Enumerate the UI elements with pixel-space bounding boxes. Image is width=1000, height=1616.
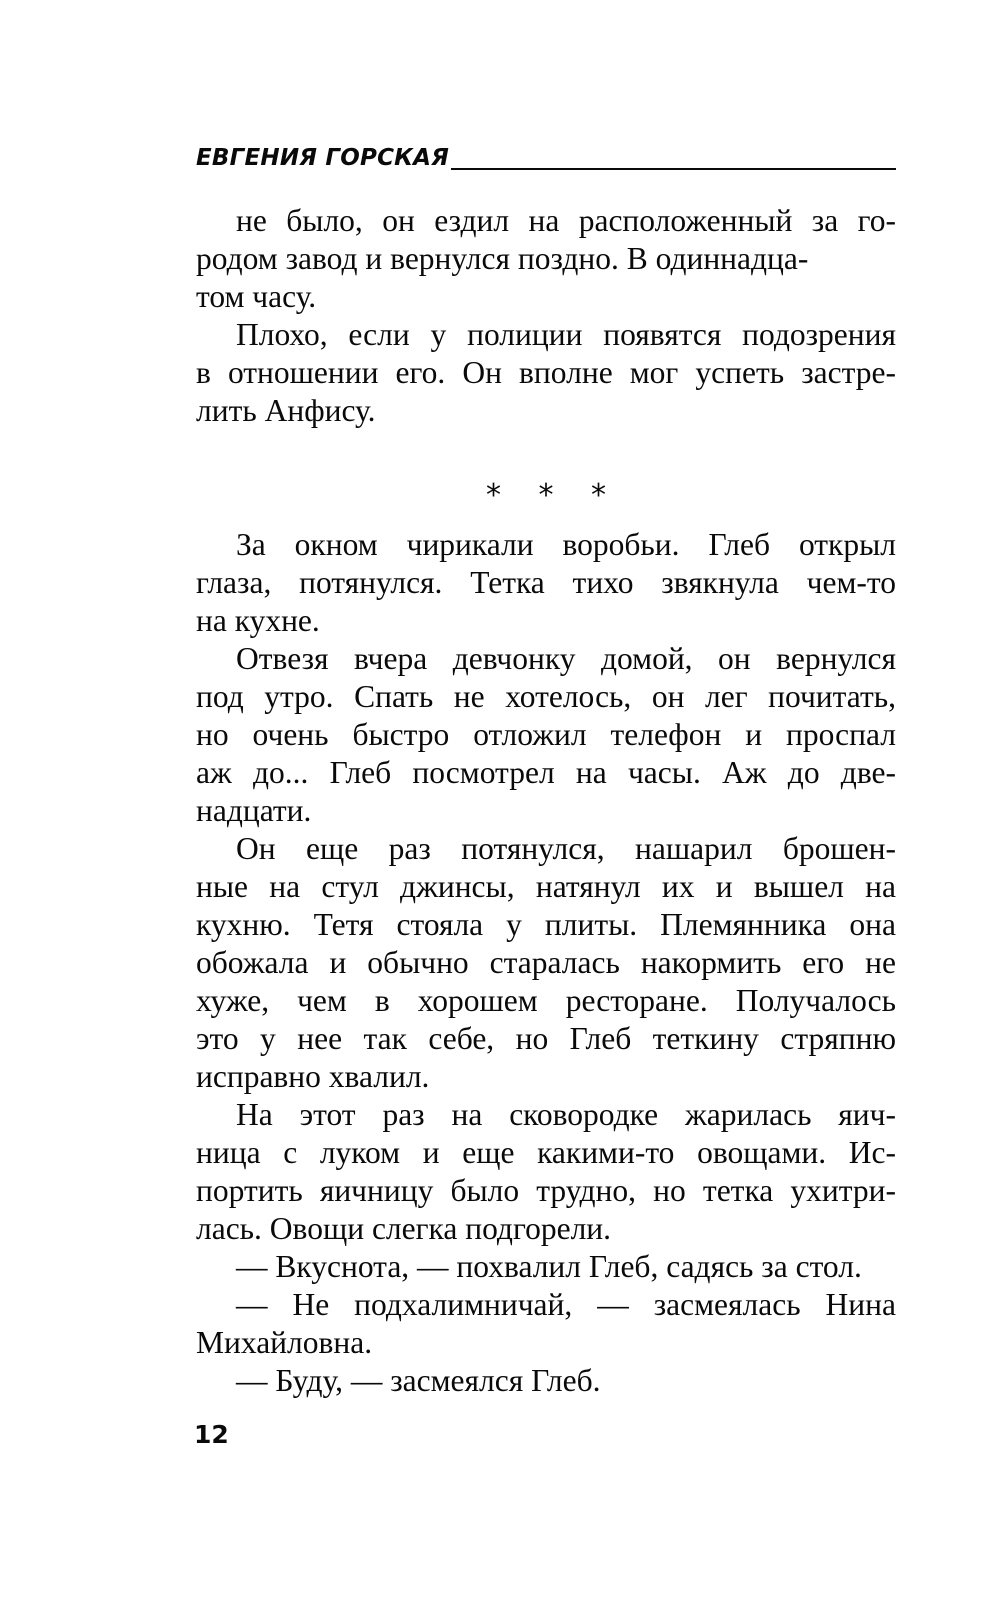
text-line: глаза, потянулся. Тетка тихо звякнула чем-то [196, 565, 896, 600]
dialogue-line: — Буду, — засмеялся Глеб. [236, 1363, 601, 1398]
text-line: Он еще раз потянулся, нашарил брошен- [236, 831, 896, 866]
text-line: том часу. [196, 279, 317, 314]
text-line: лась. Овощи слегка подгорели. [196, 1211, 612, 1246]
text-line: не было, он ездил на расположенный за го- [236, 203, 896, 238]
text-line: родом завод и вернулся поздно. В одиннадца- [196, 241, 809, 276]
text-line: Михайловна. [196, 1325, 373, 1360]
text-line: надцати. [196, 793, 312, 828]
text-line: Плохо, если у полиции появятся подозрения [236, 317, 896, 352]
text-line: под утро. Спать не хотелось, он лег почитать, [196, 679, 896, 714]
section-separator: * * * [485, 478, 621, 513]
text-line: ные на стул джинсы, натянул их и вышел на [196, 869, 896, 904]
dialogue-line: — Вкуснота, — похвалил Глеб, садясь за стол. [236, 1249, 862, 1284]
text-section-1 [196, 202, 896, 430]
author-name: ЕВГЕНИЯ ГОРСКАЯ [196, 145, 450, 171]
text-line: обожала и обычно старалась накормить его не [196, 945, 896, 980]
text-section-2 [196, 526, 896, 1400]
page-number: 12 [194, 1420, 229, 1449]
text-line: Отвезя вчера девчонку домой, он вернулся [236, 641, 896, 676]
running-head [196, 136, 896, 172]
dialogue-line: — Не подхалимничай, — засмеялась Нина [236, 1287, 896, 1322]
text-line: на кухне. [196, 603, 320, 638]
text-line: в отношении его. Он вполне мог успеть застре- [196, 355, 896, 390]
text-line: За окном чирикали воробьи. Глеб открыл [236, 527, 896, 562]
text-line: это у нее так себе, но Глеб теткину стряпню [196, 1021, 896, 1056]
text-line: портить яичницу было трудно, но тетка ухитри- [196, 1173, 896, 1208]
text-line: но очень быстро отложил телефон и проспал [196, 717, 896, 752]
text-line: кухню. Тетя стояла у плиты. Племянника она [196, 907, 896, 942]
text-line: аж до... Глеб посмотрел на часы. Аж до две- [196, 755, 896, 790]
text-line: хуже, чем в хорошем ресторане. Получалось [196, 983, 896, 1018]
text-line: ница с луком и еще какими-то овощами. Ис- [196, 1135, 896, 1170]
text-line: На этот раз на сковородке жарилась яич- [236, 1097, 896, 1132]
text-line: исправно хвалил. [196, 1059, 430, 1094]
header-rule [451, 168, 896, 170]
text-line: лить Анфису. [196, 393, 376, 428]
